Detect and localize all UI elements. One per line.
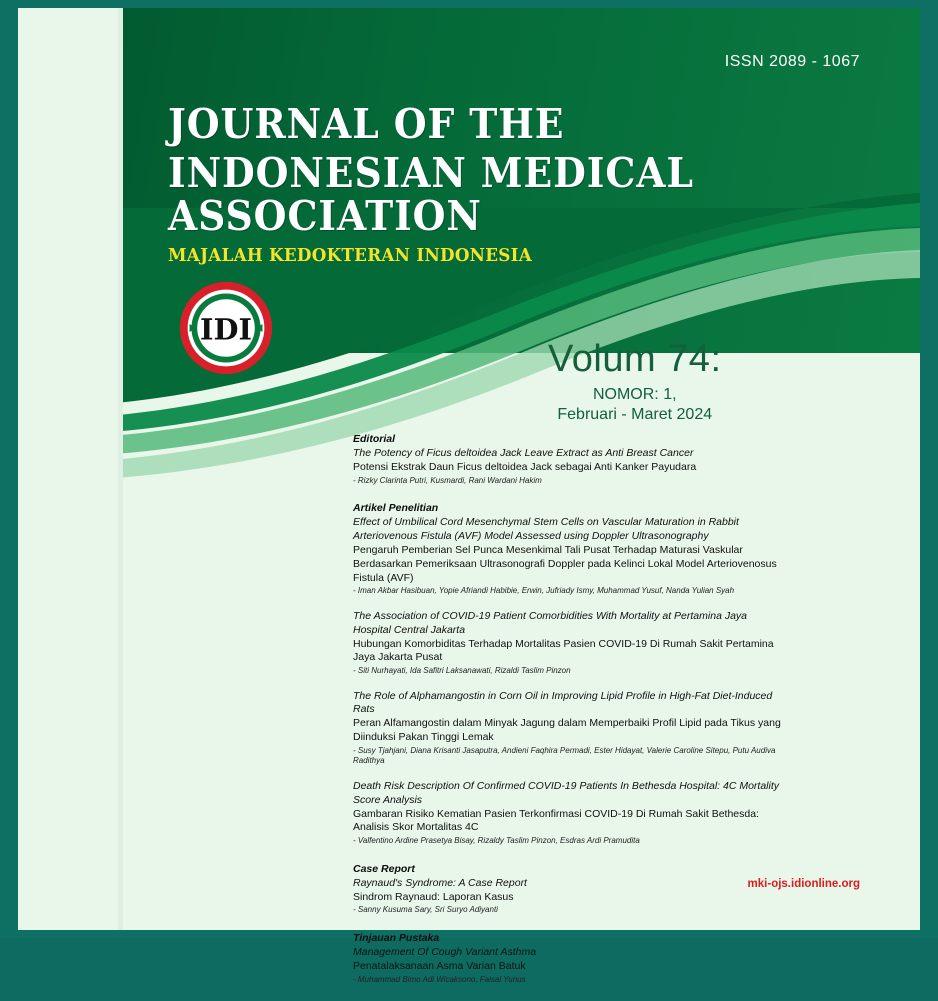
toc-entry-authors: - Iman Akbar Hasibuan, Yopie Afriandi Habibie, Erwin, Jufriady Ismy, Muhammad Yusuf, Nanda Yulian Syah (353, 586, 735, 596)
toc-section (353, 932, 783, 985)
website-link[interactable]: mki-ojs.idionline.org (747, 878, 860, 890)
toc-entry[interactable] (353, 516, 783, 597)
toc-section (353, 433, 783, 486)
issue-number-label: NOMOR: 1, (592, 386, 677, 403)
issn-text: ISSN 2089 - 1067 (724, 53, 860, 70)
toc-entry-title-id: Sindrom Raynaud: Laporan Kasus (353, 890, 514, 903)
toc-entry-title-en: Management Of Cough Variant Asthma (353, 945, 537, 958)
toc-entry[interactable] (353, 690, 783, 767)
toc-entry-title-en: The Role of Alphamangostin in Corn Oil in Improving Lipid Profile in High-Fat Diet-Induced Rats (353, 689, 773, 716)
toc-entry-title-id: Pengaruh Pemberian Sel Punca Mesenkimal Tali Pusat Terhadap Maturasi Vaskular Berdasarkan Pemeriksaan Ultrasonografi Doppler pada Kelinci Lokal Model Arteriovenosus Fistula (AVF) (353, 543, 777, 584)
toc-entry-title-id: Peran Alfamangostin dalam Minyak Jagung dalam Memperbaiki Profil Lipid pada Tikus yang Diinduksi Pakan Tinggi Lemak (353, 717, 781, 744)
journal-subtitle: MAJALAH KEDOKTERAN INDONESIA (168, 245, 533, 267)
toc-entry-authors: - Rizky Clarinta Putri, Kusmardi, Rani Wardani Hakim (353, 475, 542, 485)
volume-label: Volum 74: (548, 338, 722, 380)
toc-entry-authors: - Valfentino Ardine Prasetya Bisay, Rizaldy Taslim Pinzon, Esdras Ardi Pramudita (353, 836, 640, 846)
left-margin-column (18, 8, 118, 930)
toc-entry[interactable] (353, 780, 783, 847)
toc-entry[interactable] (353, 946, 783, 985)
toc-entry-title-id: Hubungan Komorbiditas Terhadap Mortalitas Pasien COVID-19 Di Rumah Sakit Pertamina Jaya Jakarta Pusat (353, 637, 774, 664)
toc-entry-title-en: Death Risk Description Of Confirmed COVID-19 Patients In Bethesda Hospital: 4C Mortality Score Analysis (353, 779, 780, 806)
journal-title-line-2: INDONESIAN MEDICAL ASSOCIATION (168, 149, 694, 241)
toc-entry-authors: - Siti Nurhayati, Ida Safitri Laksanawati, Rizaldi Taslim Pinzon (353, 666, 571, 676)
toc-entry-authors: - Muhammad Bimo Adi Wicaksono, Faisal Yunus (353, 974, 526, 984)
idi-logo-icon (178, 280, 274, 376)
toc-entry-title-en: Raynaud's Syndrome: A Case Report (353, 876, 527, 889)
volume-block (548, 338, 722, 424)
journal-title-line-1: JOURNAL OF THE (168, 100, 565, 148)
toc-section (353, 502, 783, 847)
toc-section-heading: Editorial (353, 433, 396, 445)
toc-entry-authors: - Susy Tjahjani, Diana Krisanti Jasaputra, Andieni Faqhira Permadi, Ester Hidayat, Valerie Caroline Sitepu, Putu Audiva Radithya (353, 746, 776, 766)
table-of-contents (353, 433, 783, 1001)
toc-section-heading: Artikel Penelitian (353, 502, 439, 515)
toc-section-heading: Case Report (353, 862, 415, 875)
toc-section (353, 863, 783, 916)
svg-text:IDI: IDI (200, 312, 252, 347)
journal-title-block (168, 100, 920, 267)
toc-entry-title-en: The Potency of Ficus deltoidea Jack Leave Extract as Anti Breast Cancer (353, 447, 694, 459)
toc-entry[interactable] (353, 610, 783, 677)
toc-section-heading: Tinjauan Pustaka (353, 931, 440, 944)
toc-entry-title-en: The Association of COVID-19 Patient Comorbidities With Mortality at Pertamina Jaya Hospital Central Jakarta (353, 609, 748, 636)
toc-entry-title-id: Potensi Ekstrak Daun Ficus deltoidea Jack sebagai Anti Kanker Payudara (353, 460, 697, 473)
toc-entry[interactable] (353, 877, 783, 916)
toc-entry-title-id: Penatalaksanaan Asma Varian Batuk (353, 959, 526, 972)
toc-entry[interactable] (353, 447, 783, 486)
toc-entry-title-id: Gambaran Risiko Kematian Pasien Terkonfirmasi COVID-19 Di Rumah Sakit Bethesda: Analisis Skor Mortalitas 4C (353, 807, 759, 834)
toc-entry-authors: - Sanny Kusuma Sary, Sri Suryo Adiyanti (353, 905, 498, 915)
cover-canvas (18, 8, 920, 984)
left-margin-rule (118, 8, 123, 930)
toc-entry-title-en: Effect of Umbilical Cord Mesenchymal Stem Cells on Vascular Maturation in Rabbit Arteriovenous Fistula (AVF) Model Assessed using Doppler Ultrasonography (353, 516, 739, 542)
issue-period-label: Februari - Maret 2024 (557, 406, 713, 423)
